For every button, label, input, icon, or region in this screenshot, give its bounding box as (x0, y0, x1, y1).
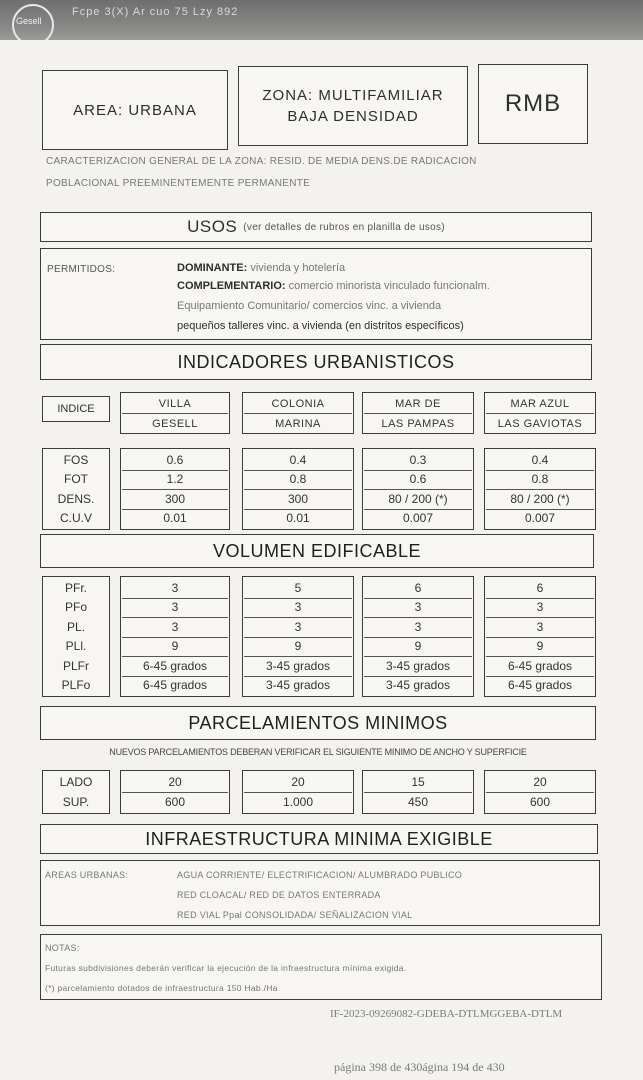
location-name-line2: GESELL (152, 417, 198, 430)
notas-label: NOTAS: (45, 943, 80, 953)
parcelamientos-cell: 1.000 (282, 795, 314, 809)
infraestructura-title-bar (40, 824, 598, 854)
location-name-line1: MAR DE (395, 397, 441, 410)
volumen-cell: 3 (414, 619, 422, 634)
volumen-cell: 3 (414, 600, 422, 615)
areas-urbanas-label: AREAS URBANAS: (45, 870, 129, 880)
permitidos-label: PERMITIDOS: (47, 264, 116, 275)
zone-code: RMB (504, 90, 562, 117)
dominante-row (177, 262, 345, 274)
volumen-cell: 6-45 grados (142, 678, 208, 693)
volumen-cell: 3 (536, 619, 544, 634)
indicadores-cell: 0.4 (289, 452, 307, 467)
volumen-row-label: PFo (64, 600, 87, 615)
parcelamientos-cell: 600 (529, 795, 551, 809)
indicadores-row-label: DENS. (57, 491, 95, 506)
indicadores-cell: 300 (287, 491, 309, 506)
indicadores-cell: 0.8 (531, 472, 549, 487)
area-label: AREA: URBANA (73, 101, 197, 119)
usos-subtitle: (ver detalles de rubros en planilla de usos) (243, 221, 445, 233)
volumen-row-label: PFr. (64, 580, 87, 595)
volumen-cell: 3 (294, 619, 302, 634)
volumen-cell: 3 (171, 619, 179, 634)
usos-panel (40, 248, 592, 340)
dominante-label: DOMINANTE: (177, 262, 248, 274)
document-id: IF-2023-09269082-GDEBA-DTLMGGEBA-DTLM (330, 1008, 563, 1020)
parcelamientos-cell: 450 (407, 795, 429, 809)
volumen-row-label: PL. (66, 619, 85, 634)
volumen-cell: 3-45 grados (385, 678, 451, 693)
volumen-cell: 3 (536, 600, 544, 615)
indicadores-cell: 1.2 (166, 472, 184, 487)
dominante-value: vivienda y hotelería (250, 262, 346, 274)
infraestructura-panel (40, 860, 600, 926)
usos-line3: Equipamiento Comunitario/ comercios vinc. a vivienda (177, 300, 442, 312)
usos-title-bar (40, 212, 592, 242)
location-name-line2: LAS GAVIOTAS (497, 417, 583, 430)
indicadores-row-label: C.U.V (59, 511, 92, 526)
volumen-cell: 3-45 grados (265, 658, 331, 673)
indice-label: INDICE (42, 396, 110, 422)
indicadores-row-label: FOS (63, 452, 89, 467)
location-name-line2: LAS PAMPAS (381, 417, 455, 430)
zona-box (238, 66, 468, 146)
volumen-title-bar (40, 534, 594, 568)
volumen-row-label: PLFr (62, 658, 89, 673)
parcelamientos-row-label: SUP. (62, 795, 90, 809)
volumen-cell: 9 (294, 639, 302, 654)
indicadores-cell: 300 (164, 491, 186, 506)
volumen-cell: 6 (536, 580, 544, 595)
notas-line1: Futuras subdivisiones deberán verificar la ejecución de la infraestructura mínima exigida. (45, 963, 407, 973)
zona-line2: BAJA DENSIDAD (287, 108, 419, 125)
indicadores-cell: 0.3 (409, 452, 427, 467)
volumen-cell: 9 (171, 639, 179, 654)
indicadores-cell: 0.01 (286, 511, 310, 526)
volumen-cell: 9 (536, 639, 544, 654)
infra-line1: AGUA CORRIENTE/ ELECTRIFICACION/ ALUMBRADO PUBLICO (177, 870, 463, 880)
indicadores-cell: 0.007 (524, 511, 556, 526)
volumen-cell: 6-45 grados (507, 678, 573, 693)
parcelamientos-note: NUEVOS PARCELAMIENTOS DEBERAN VERIFICAR EL SIGUIENTE MINIMO DE ANCHO Y SUPERFICIE (109, 747, 527, 757)
volumen-title: VOLUMEN EDIFICABLE (212, 540, 422, 561)
indicadores-title-bar (40, 344, 592, 380)
volumen-row-label: PLFo (61, 678, 91, 693)
notas-line2: (*) parcelamiento dotados de infraestructura 150 Hab./Ha (45, 983, 278, 993)
indicadores-cell: 0.8 (289, 472, 307, 487)
parcelamientos-title: PARCELAMIENTOS MINIMOS (188, 712, 448, 733)
volumen-cell: 3 (171, 600, 179, 615)
infraestructura-title: INFRAESTRUCTURA MINIMA EXIGIBLE (145, 828, 493, 849)
indicadores-cell: 0.6 (409, 472, 427, 487)
indicadores-title: INDICADORES URBANISTICOS (177, 351, 455, 372)
volumen-cell: 3 (294, 600, 302, 615)
volumen-row-label: PLl. (65, 639, 87, 654)
volumen-cell: 3-45 grados (265, 678, 331, 693)
usos-line4: pequeños talleres vinc. a vivienda (en distritos específicos) (177, 320, 464, 332)
volumen-cell: 6-45 grados (142, 658, 208, 673)
volumen-cell: 9 (414, 639, 422, 654)
notas-panel (40, 934, 602, 1000)
caracterizacion-line1: CARACTERIZACION GENERAL DE LA ZONA: RESID. DE MEDIA DENS.DE RADICACION (46, 156, 477, 167)
page-number: página 398 de 430ágina 194 de 430 (334, 1060, 505, 1074)
parcelamientos-cell: 20 (168, 775, 182, 789)
location-name-line1: VILLA (158, 397, 192, 410)
caracterizacion-line2: POBLACIONAL PREEMINENTEMENTE PERMANENTE (46, 178, 311, 189)
location-name-line1: MAR AZUL (510, 397, 570, 410)
volumen-cell: 3 (171, 580, 179, 595)
complementario-row (177, 280, 490, 292)
complementario-value: comercio minorista vinculado funcionalm. (288, 280, 490, 292)
location-name-line2: MARINA (275, 417, 321, 430)
indicadores-cell: 0.01 (163, 511, 187, 526)
indicadores-cell: 0.4 (531, 452, 549, 467)
logo-text: Gesell (16, 16, 42, 26)
area-box (42, 70, 228, 150)
parcelamientos-cell: 15 (411, 775, 425, 789)
parcelamientos-row-label: LADO (59, 775, 93, 789)
location-name-line1: COLONIA (271, 397, 325, 410)
top-text: Fcpe 3(X) Ar cuo 75 Lzy 892 (72, 6, 239, 18)
volumen-cell: 6 (414, 580, 422, 595)
indicadores-row-label: FOT (64, 472, 88, 487)
infra-line2: RED CLOACAL/ RED DE DATOS ENTERRADA (177, 890, 381, 900)
volumen-cell: 3-45 grados (385, 658, 451, 673)
parcelamientos-cell: 20 (291, 775, 305, 789)
complementario-label: COMPLEMENTARIO: (177, 280, 286, 292)
infra-line3: RED VIAL Ppal CONSOLIDADA/ SEÑALIZACION VIAL (177, 910, 413, 920)
indicadores-cell: 80 / 200 (*) (510, 491, 570, 506)
code-box (478, 64, 588, 144)
parcelamientos-title-bar (40, 706, 596, 740)
indicadores-cell: 0.6 (166, 452, 184, 467)
indicadores-cell: 0.007 (402, 511, 434, 526)
volumen-cell: 6-45 grados (507, 658, 573, 673)
usos-title: USOS (187, 217, 238, 236)
parcelamientos-cell: 20 (533, 775, 547, 789)
zona-line1: ZONA: MULTIFAMILIAR (262, 87, 444, 104)
parcelamientos-cell: 600 (164, 795, 186, 809)
indicadores-cell: 80 / 200 (*) (388, 491, 448, 506)
volumen-cell: 5 (294, 580, 302, 595)
